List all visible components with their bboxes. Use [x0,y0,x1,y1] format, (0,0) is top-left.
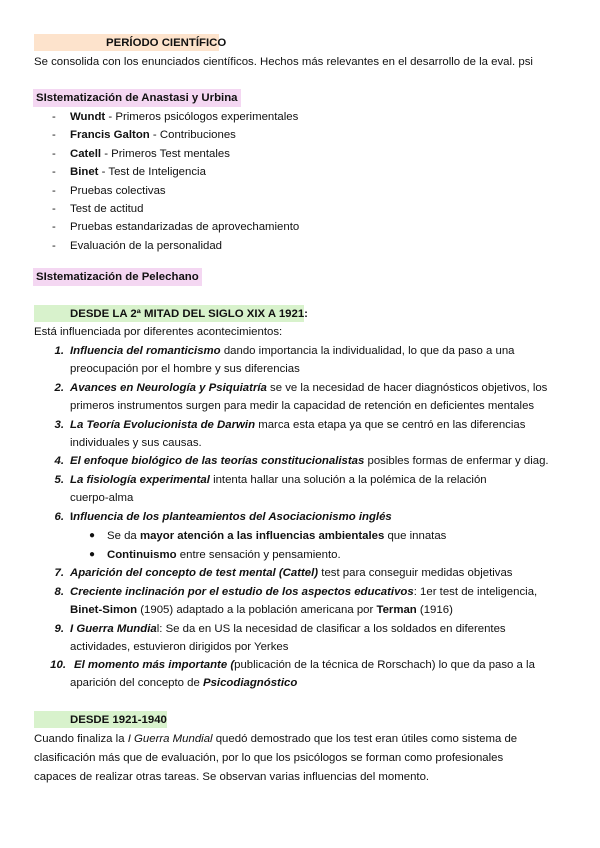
text-run: La Teoría Evolucionista de Darwin [70,419,256,431]
text-run: Aparición del concepto de test mental (Cattel) [70,567,319,579]
section1-intro: Está influenciada por diferentes acontecimientos: [34,326,283,338]
text-run: nfluencia de los planteamientos del Asociacionismo inglés [73,511,392,523]
numbered-item-line [70,342,515,360]
list-number: 9. [54,623,64,635]
list-item-name: Francis Galton [70,129,150,142]
list-bullet-dash: - [52,203,56,215]
list-number: 3. [54,419,64,431]
text-run: Continuismo [107,548,177,561]
text-run: (1905) adaptado a la población americana por [137,604,377,617]
text-run: intenta hallar una solución a la polémica de la relación [209,474,487,486]
list-item-text: Pruebas colectivas [70,184,166,197]
numbered-item-line [70,674,297,692]
text-run: La fisiología experimental [70,474,210,486]
list-number: 2. [54,382,64,394]
list-item-name: Catell [70,147,102,160]
numbered-item-line [70,601,453,619]
list-bullet-dash: - [52,147,56,160]
text-run: publicación de la técnica de Rorschach) lo que da paso a la [234,659,535,671]
text-run: test para conseguir medidas objetivas [318,567,513,579]
list-item-text: Evaluación de la personalidad [70,239,222,252]
text-run: posibles formas de enfermar y diag. [364,455,549,467]
text-run: individuales y sus causas. [70,437,202,450]
numbered-item-line [70,471,487,489]
numbered-item-line [70,620,506,638]
page-title: PERÍODO CIENTÍFICO [106,37,227,49]
numbered-item-line [70,360,300,378]
sub-list-item [107,527,446,545]
list-number: 6. [54,511,64,523]
intro-text: Se consolida con los enunciados científicos. Hechos más relevantes en el desarrollo de la eval. psi [34,56,533,68]
text-run: Binet-Simon [70,604,138,617]
text-run: Avances en Neurología y Psiquiatría [70,382,267,394]
text-run: que innatas [384,530,447,542]
list-number: 10. [50,659,66,671]
numbered-item-line [74,656,535,674]
section2-heading: DESDE 1921-1940 [70,714,167,726]
list-number: 4. [54,455,64,467]
list-item-text: - Primeros psicólogos experimentales [105,111,299,123]
section2-line [34,749,503,767]
text-run: I Guerra Mundia [70,623,157,635]
list-bullet-dash: - [52,129,56,142]
list-item-name: Binet [70,166,99,179]
list-bullet-dash: - [52,239,56,252]
text-run: capaces de realizar otras tareas. Se observan varias influencias del momento. [34,770,430,783]
pelechano-heading: SIstematización de Pelechano [33,268,202,286]
numbered-item-line [70,489,133,507]
numbered-item-line [70,397,534,415]
numbered-item-line [70,434,202,452]
numbered-item-line [70,416,525,434]
sub-bullet-dot: ● [89,530,96,541]
text-run: cuerpo-alma [70,492,134,505]
text-run: I [70,511,74,523]
text-run: actividades, estuvieron dirigidos por Yerkes [70,641,289,654]
text-run: Se da [107,530,140,542]
list-number: 1. [54,345,64,357]
numbered-item-line [70,452,549,470]
text-run: El momento más importante ( [74,659,235,671]
numbered-item-line [70,638,288,656]
numbered-item-line [70,508,392,526]
text-run: : 1er test de inteligencia, [413,586,538,598]
text-run: entre sensación y pensamiento. [176,548,341,561]
text-run: quedó demostrado que los test eran útiles como sistema de [212,733,518,745]
section2-line [34,768,429,786]
text-run: Psicodiagnóstico [202,677,298,690]
text-run: primeros instrumentos surgen para medir la capacidad de retención en deficientes mentales [70,400,535,413]
list-item-text: - Primeros Test mentales [101,147,230,160]
text-run: mayor atención a las influencias ambientales [139,530,385,542]
text-run: I Guerra Mundial [127,733,213,745]
numbered-item-line [70,583,537,601]
text-run: Creciente inclinación por el estudio de los aspectos educativos [70,586,414,598]
text-run: marca esta etapa ya que se centró en las diferencias [255,419,526,431]
list-item-text: - Test de Inteligencia [98,166,206,179]
list-number: 7. [54,567,64,579]
list-item [70,200,143,218]
list-item [70,145,230,163]
text-run: Terman [376,604,417,617]
list-item [70,108,298,126]
list-bullet-dash: - [52,111,56,123]
numbered-item-line [70,564,513,582]
list-item [70,163,206,181]
list-item [70,182,166,200]
list-number: 5. [54,474,64,486]
text-run: El enfoque biológico de las teorías constitucionalistas [70,455,365,467]
numbered-item-line [70,379,547,397]
section2-line [34,730,517,748]
list-item-name: Wundt [70,111,106,123]
list-bullet-dash: - [52,184,56,197]
text-run: clasificación más que de evaluación, por lo que los psicólogos se forman como profesionales [34,751,504,764]
list-number: 8. [54,586,64,598]
text-run: dando importancia la individualidad, lo que da paso a una [220,345,515,357]
list-item-text: Test de actitud [70,203,144,215]
list-item-text: - Contribuciones [149,129,236,142]
text-run: Cuando finaliza la [34,733,128,745]
list-item-text: Pruebas estandarizadas de aprovechamiento [70,221,300,234]
text-run: preocupación por el hombre y sus diferencias [70,363,300,376]
text-run: se ve la necesidad de hacer diagnósticos objetivos, los [266,382,548,394]
list-item [70,126,236,144]
text-run: (1916) [416,604,453,617]
text-run: l: Se da en US la necesidad de clasificar a los soldados en diferentes [156,623,506,635]
list-item [70,218,299,236]
text-run: Influencia del romanticismo [70,345,221,357]
list-item [70,237,222,255]
list-bullet-dash: - [52,221,56,234]
sub-list-item [107,546,341,564]
sub-bullet-dot: ● [89,548,96,560]
list-bullet-dash: - [52,166,56,179]
anastasi-heading: SIstematización de Anastasi y Urbina [33,89,241,107]
text-run: aparición del concepto de [70,677,203,690]
section1-heading: DESDE LA 2ª MITAD DEL SIGLO XIX A 1921: [70,308,308,320]
